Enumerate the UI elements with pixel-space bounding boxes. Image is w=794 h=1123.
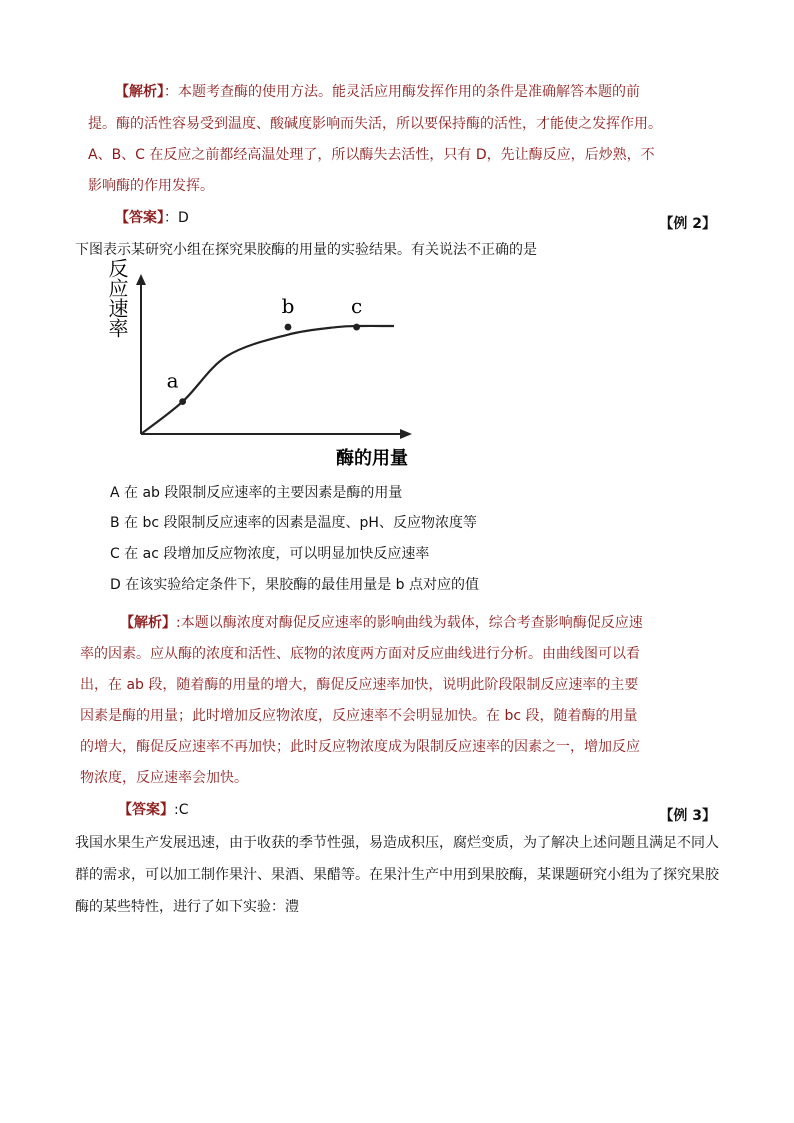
- example3-line-2: 群的需求，可以加工制作果汁、果酒、果醋等。在果汁生产中用到果胶酶，某课题研究小组为了探究果胶: [75, 867, 719, 883]
- analysis-text: :本题以酶浓度对酶促反应速率的影响曲线为载体，综合考查影响酶促反应速: [176, 615, 643, 631]
- answer-value: :C: [174, 802, 189, 818]
- x-axis: [141, 429, 412, 439]
- analysis-text: ：本题考查酶的使用方法。能灵活应用酶发挥作用的条件是准确解答本题的前: [164, 84, 640, 100]
- x-axis-label: 酶的用量: [336, 448, 408, 469]
- series-line: [141, 326, 394, 434]
- y-axis: [136, 274, 146, 434]
- analysis1-line-4: 影响酶的作用发挥。: [88, 178, 214, 194]
- point-a: [179, 398, 186, 405]
- example3-line-3: 酶的某些特性，进行了如下实验：澧: [75, 899, 299, 915]
- answer2: [118, 800, 189, 820]
- x-axis-arrow-icon: [400, 429, 412, 439]
- option-a: A 在 ab 段限制反应速率的主要因素是酶的用量: [110, 485, 403, 501]
- analysis-tag: 【解析】: [120, 615, 176, 631]
- example2-question: 下图表示某研究小组在探究果胶酶的用量的实验结果。有关说法不正确的是: [75, 242, 537, 258]
- analysis2-line-1: [120, 613, 643, 633]
- analysis1-line-2: 提。酶的活性容易受到温度、酸碱度影响而失活，所以要保持酶的活性，才能使之发挥作用。: [88, 116, 662, 132]
- answer1: [115, 208, 189, 228]
- y-axis-arrow-icon: [136, 274, 146, 285]
- example2-label: 【例 2】: [659, 216, 716, 232]
- analysis1-line-1: [115, 82, 640, 102]
- point-label-c: c: [350, 294, 363, 319]
- point-c: [353, 324, 360, 331]
- analysis2-line-3: 出，在 ab 段，随着酶的用量的增大，酶促反应速率加快，说明此阶段限制反应速率的主要: [80, 677, 639, 693]
- point-b: [285, 324, 292, 331]
- option-d: D 在该实验给定条件下，果胶酶的最佳用量是 b 点对应的值: [110, 577, 480, 593]
- enzyme-chart: [100, 258, 408, 472]
- answer-value: ：D: [164, 210, 189, 226]
- answer-tag: 【答案】: [115, 210, 164, 226]
- point-label-b: b: [281, 294, 295, 319]
- analysis2-line-2: 率的因素。应从酶的浓度和活性、底物的浓度两方面对反应曲线进行分析。由曲线图可以看: [80, 646, 640, 662]
- y-axis-label: 反应速率: [105, 258, 129, 338]
- analysis2-line-4: 因素是酶的用量；此时增加反应物浓度，反应速率不会明显加快。在 bc 段，随着酶的用量: [80, 708, 638, 724]
- example3-line-1: 我国水果生产发展迅速，由于收获的季节性强，易造成积压，腐烂变质，为了解决上述问题且满足不同人: [75, 835, 719, 851]
- example3-label: 【例 3】: [659, 808, 716, 824]
- answer-tag: 【答案】: [118, 802, 174, 818]
- analysis1-line-3: A、B、C 在反应之前都经高温处理了，所以酶失去活性，只有 D，先让酶反应，后炒熟，不: [88, 147, 655, 163]
- analysis2-line-6: 物浓度，反应速率会加快。: [80, 770, 248, 786]
- analysis2-line-5: 的增大，酶促反应速率不再加快；此时反应物浓度成为限制反应速率的因素之一，增加反应: [80, 739, 640, 755]
- option-c: C 在 ac 段增加反应物浓度，可以明显加快反应速率: [110, 546, 430, 562]
- point-label-a: a: [166, 368, 179, 393]
- analysis-tag: 【解析】: [115, 84, 164, 100]
- option-b: B 在 bc 段限制反应速率的因素是温度、pH、反应物浓度等: [110, 515, 477, 531]
